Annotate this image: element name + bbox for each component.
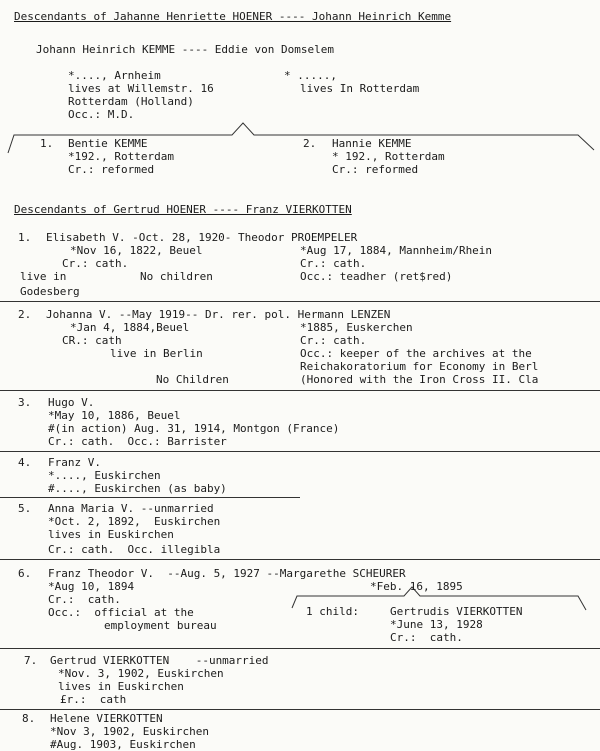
entry-residence: live in	[20, 270, 67, 283]
divider	[0, 451, 600, 452]
wife-residence: lives In Rotterdam	[300, 82, 420, 95]
spouse-occupation-cont: Reichakoratorium for Economy in Berl	[300, 360, 539, 373]
entry-name: Helene VIERKOTTEN	[50, 712, 163, 725]
spouse-birth: *1885, Euskerchen	[300, 321, 413, 334]
entry-title: Franz Theodor V. --Aug. 5, 1927 --Margarethe SCHEURER	[48, 567, 406, 580]
child-religion: Cr.: reformed	[68, 163, 155, 176]
spouse-religion: Cr.: cath.	[300, 257, 367, 270]
entry-note: No Children	[156, 373, 229, 386]
entry-death: #...., Euskirchen (as baby)	[48, 482, 227, 495]
husband-city: Rotterdam (Holland)	[68, 95, 194, 108]
wife-birth: * .....,	[284, 69, 337, 82]
divider	[0, 709, 600, 710]
entry-residence: live in Berlin	[110, 347, 203, 360]
entry-number: 1.	[18, 231, 32, 244]
divider	[0, 497, 300, 498]
husband-occupation: Occ.: M.D.	[68, 108, 135, 121]
child-birth: * 192., Rotterdam	[332, 150, 445, 163]
entry-death: #(in action) Aug. 31, 1914, Montgon (France)	[48, 422, 340, 435]
spouse-birth: *Feb. 16, 1895	[370, 580, 463, 593]
divider	[0, 301, 600, 302]
entry-name: Anna Maria V. --unmarried	[48, 502, 214, 515]
entry-religion: Cr.: cath.	[48, 593, 121, 606]
couple-line: Johann Heinrich KEMME ---- Eddie von Domselem	[36, 43, 335, 56]
entry-birth: *...., Euskirchen	[48, 469, 161, 482]
entry-details: Cr.: cath. Occ.: Barrister	[48, 435, 227, 448]
entry-religion: CR.: cath	[62, 334, 122, 347]
entry-birth: *Nov 3, 1902, Euskirchen	[50, 725, 209, 738]
grandchild-religion: Cr.: cath.	[390, 631, 463, 644]
divider	[0, 648, 600, 649]
entry-name: Gertrud VIERKOTTEN --unmarried	[50, 654, 269, 667]
spouse-religion: Cr.: cath.	[300, 334, 367, 347]
entry-number: 2.	[18, 308, 32, 321]
entry-birth: *Oct. 2, 1892, Euskirchen	[48, 515, 221, 528]
child-label: 1 child:	[306, 605, 359, 618]
child-name: Hannie KEMME	[332, 137, 412, 150]
divider	[0, 559, 600, 560]
spouse-honor: (Honored with the Iron Cross II. Cla	[300, 373, 539, 386]
child-religion: Cr.: reformed	[332, 163, 419, 176]
spouse-occupation: Occ.: teadher (ret$red)	[300, 270, 453, 283]
section-heading-hoener-vierkotten: Descendants of Gertrud HOENER ---- Franz VIERKOTTEN	[14, 203, 352, 216]
grandchild-birth: *June 13, 1928	[390, 618, 483, 631]
entry-residence: lives in Euskirchen	[48, 528, 174, 541]
entry-birth: *Aug 10, 1894	[48, 580, 135, 593]
entry-title: Elisabeth V. -Oct. 28, 1920- Theodor PROEMPELER	[46, 231, 358, 244]
husband-address: lives at Willemstr. 16	[68, 82, 214, 95]
entry-number: 3.	[18, 396, 32, 409]
grandchild-name: Gertrudis VIERKOTTEN	[390, 605, 523, 618]
entry-number: 7.	[24, 654, 38, 667]
entry-name: Franz V.	[48, 456, 101, 469]
section-heading-hoener-kemme: Descendants of Jahanne Henriette HOENER ---- Johann Heinrich Kemme	[14, 10, 452, 23]
entry-birth: *Jan 4, 1884,Beuel	[70, 321, 190, 334]
entry-details: Cr.: cath. Occ. illegibla	[48, 543, 221, 556]
entry-note: No children	[140, 270, 213, 283]
entry-birth: *Nov. 3, 1902, Euskirchen	[58, 667, 224, 680]
child-number: 1.	[40, 137, 54, 150]
entry-number: 6.	[18, 567, 32, 580]
entry-religion: Cr.: cath.	[62, 257, 129, 270]
child-number: 2.	[303, 137, 317, 150]
entry-residence-city: Godesberg	[20, 285, 80, 298]
entry-name: Hugo V.	[48, 396, 95, 409]
spouse-occupation: Occ.: keeper of the archives at the	[300, 347, 532, 360]
spouse-birth: *Aug 17, 1884, Mannheim/Rhein	[300, 244, 493, 257]
entry-death: #Aug. 1903, Euskirchen	[50, 738, 196, 751]
husband-birth: *...., Arnheim	[68, 69, 161, 82]
entry-birth: *May 10, 1886, Beuel	[48, 409, 181, 422]
entry-occupation-cont: employment bureau	[104, 619, 217, 632]
child-name: Bentie KEMME	[68, 137, 148, 150]
entry-number: 8.	[22, 712, 36, 725]
entry-residence: lives in Euskirchen	[58, 680, 184, 693]
entry-birth: *Nov 16, 1822, Beuel	[70, 244, 203, 257]
entry-title: Johanna V. --May 1919-- Dr. rer. pol. Hermann LENZEN	[46, 308, 391, 321]
divider	[0, 390, 600, 391]
entry-number: 5.	[18, 502, 32, 515]
entry-religion: £r.: cath	[60, 693, 127, 706]
child-birth: *192., Rotterdam	[68, 150, 174, 163]
entry-occupation: Occ.: official at the	[48, 606, 194, 619]
entry-number: 4.	[18, 456, 32, 469]
